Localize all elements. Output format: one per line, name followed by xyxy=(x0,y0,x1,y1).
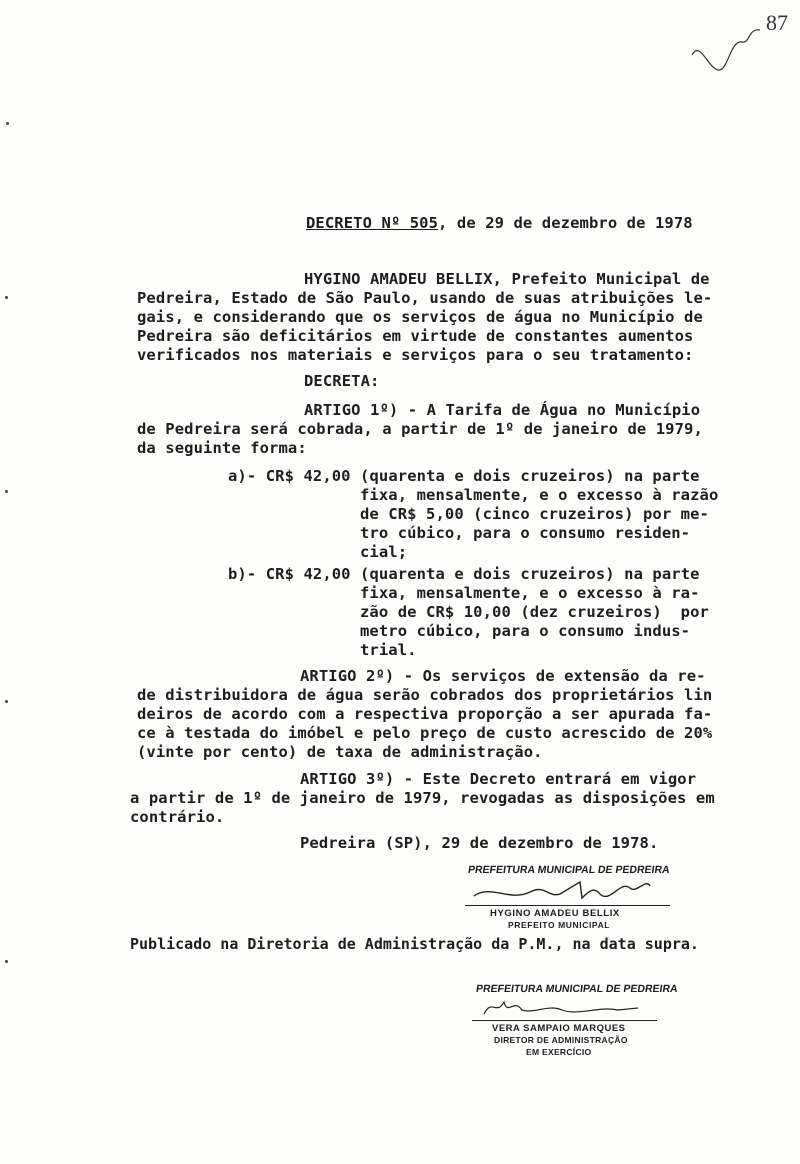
decree-title: DECRETO Nº 505 xyxy=(306,214,439,232)
item-a-line: cial; xyxy=(360,543,408,561)
preamble-line: verificados nos materiais e serviços para o seu tratamento: xyxy=(137,346,694,364)
item-a-line: tro cúbico, para o consumo residen- xyxy=(360,524,691,542)
item-b-line: metro cúbico, para o consumo indus- xyxy=(360,622,691,640)
closing-date: Pedreira (SP), 29 de dezembro de 1978. xyxy=(300,834,659,852)
signature1-role: PREFEITO MUNICIPAL xyxy=(508,920,611,930)
item-a-line: fixa, mensalmente, e o excesso à razão xyxy=(360,486,719,504)
margin-mark xyxy=(5,490,8,493)
artigo3-line: ARTIGO 3º) - Este Decreto entrará em vigor xyxy=(300,770,697,788)
item-b-line: fixa, mensalmente, e o excesso à ra- xyxy=(360,584,700,602)
preamble-line: HYGINO AMADEU BELLIX, Prefeito Municipal de xyxy=(304,270,710,288)
signature2-role2: EM EXERCÍCIO xyxy=(526,1047,592,1057)
signature2-role: DIRETOR DE ADMINISTRAÇÃO xyxy=(494,1035,628,1045)
margin-mark xyxy=(6,122,9,125)
artigo2-line: (vinte por cento) de taxa de administração. xyxy=(137,743,543,761)
preamble-line: gais, e considerando que os serviços de água no Município de xyxy=(137,308,703,326)
signature2-rule xyxy=(472,1020,657,1021)
signature1-rule xyxy=(465,905,670,906)
artigo1-line: da seguinte forma: xyxy=(137,439,307,457)
artigo1-line: ARTIGO 1º) - A Tarifa de Água no Município xyxy=(304,401,701,419)
item-b-line: zão de CR$ 10,00 (dez cruzeiros) por xyxy=(360,603,709,621)
preamble-line: Pedreira são deficitários em virtude de constantes aumentos xyxy=(137,327,694,345)
artigo2-line: deiros de acordo com a respectiva proporção a ser apurada fa- xyxy=(137,705,713,723)
signature2-name: VERA SAMPAIO MARQUES xyxy=(492,1023,626,1034)
decree-title-date: , de 29 de dezembro de 1978 xyxy=(438,214,693,232)
signature2-stamp: PREFEITURA MUNICIPAL DE PEDREIRA xyxy=(475,983,679,995)
page-number-scribble xyxy=(690,20,790,80)
item-a-line: de CR$ 5,00 (cinco cruzeiros) por me- xyxy=(360,505,709,523)
artigo3-line: a partir de 1º de janeiro de 1979, revogadas as disposições em xyxy=(130,789,715,807)
signature1-stamp: PREFEITURA MUNICIPAL DE PEDREIRA xyxy=(467,864,671,876)
signature2-handwriting xyxy=(478,994,658,1022)
preamble-line: Pedreira, Estado de São Paulo, usando de suas atribuições le- xyxy=(137,289,713,307)
page-number: 87 xyxy=(766,10,788,35)
artigo2-line: ce à testada do imóbel e pelo preço de custo acrescido de 20% xyxy=(137,724,713,742)
item-b-line: trial. xyxy=(360,641,417,659)
artigo2-line: de distribuidora de água serão cobrados dos proprietários lin xyxy=(137,686,713,704)
item-b-line: b)- CR$ 42,00 (quarenta e dois cruzeiros) na parte xyxy=(228,565,700,583)
decreta-heading: DECRETA: xyxy=(304,372,380,390)
margin-mark xyxy=(5,960,8,963)
signature1-name: HYGINO AMADEU BELLIX xyxy=(490,908,620,919)
item-a-line: a)- CR$ 42,00 (quarenta e dois cruzeiros) na parte xyxy=(228,467,700,485)
artigo3-line: contrário. xyxy=(130,808,225,826)
artigo2-line: ARTIGO 2º) - Os serviços de extensão da re- xyxy=(300,667,706,685)
decree-heading xyxy=(306,214,693,233)
publication-note: Publicado na Diretoria de Administração da P.M., na data supra. xyxy=(130,935,699,953)
margin-mark xyxy=(5,700,8,703)
artigo1-line: de Pedreira será cobrada, a partir de 1º de janeiro de 1979, xyxy=(137,420,703,438)
margin-mark xyxy=(5,296,8,299)
